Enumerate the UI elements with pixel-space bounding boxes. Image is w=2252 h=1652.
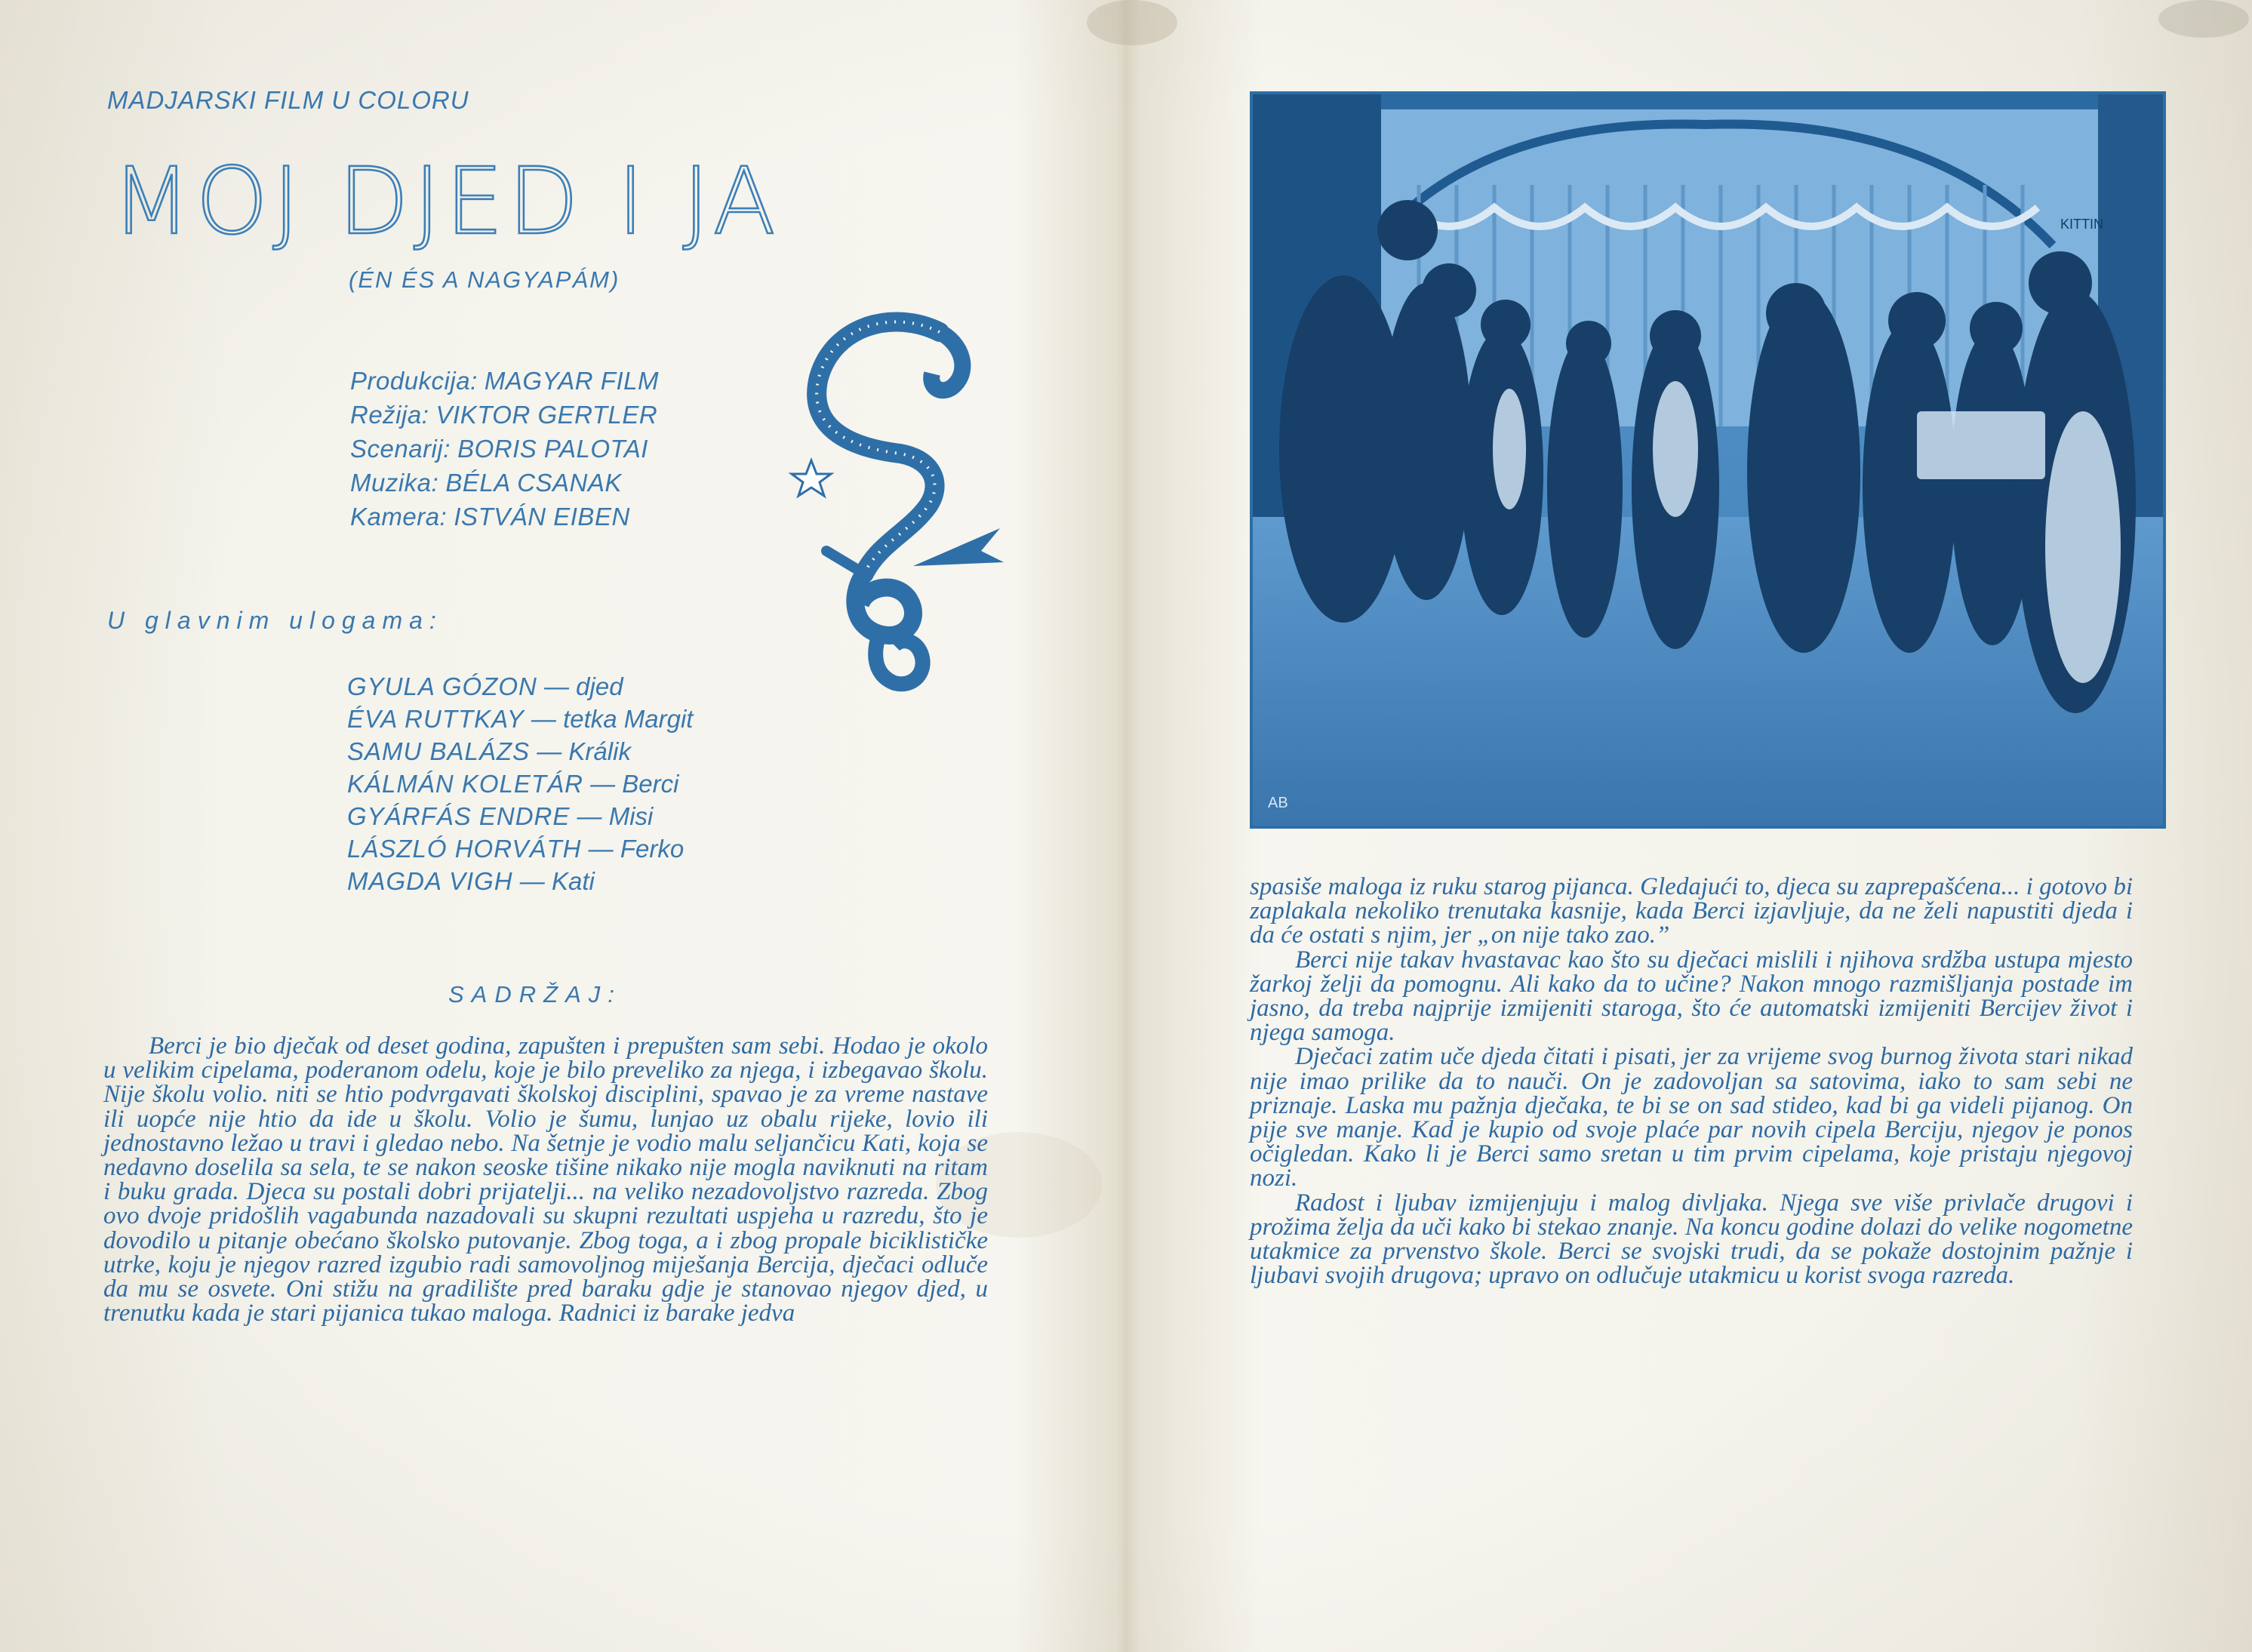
- cast-list: [347, 670, 693, 897]
- page-title: MOJ DJED I JA: [112, 148, 780, 255]
- cast-row: KÁLMÁN KOLETÁR — Berci: [347, 770, 679, 798]
- credit-role: Produkcija:: [350, 367, 478, 395]
- cast-row: LÁSZLÓ HORVÁTH — Ferko: [347, 835, 685, 863]
- summary-text-right: [1250, 873, 2133, 1290]
- credit-row: [350, 466, 659, 500]
- left-page: [0, 0, 1124, 1652]
- cast-row: MAGDA VIGH — Kati: [347, 867, 595, 895]
- photo-corner-mark: AB: [1268, 795, 1288, 811]
- cast-character: Ferko: [620, 835, 685, 863]
- credit-name: VIKTOR GERTLER: [435, 401, 658, 429]
- studio-ribbon-logo-icon: [781, 302, 1023, 694]
- cast-row: SAMU BALÁZS — Králik: [347, 737, 631, 765]
- credits-list: [350, 364, 659, 534]
- original-title: (ÉN ÉS A NAGYAPÁM): [349, 266, 620, 293]
- summary-paragraph: Dječaci zatim uče djeda čitati i pisati, jer za vrijeme svog burnog života stari nikad nije imao prilike da to nauči. On je zadovoljan sa satovima, iako to sam sebi ne priznaje. Laska mu pažnja dječaka, te bi se on sad stideo, kad bi ga videli pijanog. On pije sve manje. Kad je kupio od svoje plaće par novih cipela Berciju, njegov je ponos očigledan. Kako li je Berci samo sretan u tim prvim cipelama, koje pristaju njegovoj nozi.: [1250, 1043, 2133, 1192]
- credit-name: MAGYAR FILM: [484, 367, 659, 395]
- credit-role: Kamera:: [350, 503, 448, 531]
- cast-row: GYÁRFÁS ENDRE — Misi: [347, 802, 654, 830]
- cast-actor: SAMU BALÁZS: [347, 737, 531, 765]
- credit-name: BÉLA CSANAK: [445, 469, 622, 497]
- cast-actor: GYÁRFÁS ENDRE: [347, 802, 571, 830]
- credit-row: [350, 432, 659, 466]
- cast-character: tetka Margit: [563, 705, 694, 733]
- summary-text-left: [103, 1034, 988, 1325]
- cast-character: Kati: [551, 867, 595, 895]
- credit-row: [350, 398, 659, 432]
- cast-actor: GYULA GÓZON: [347, 672, 537, 700]
- film-type-subtitle: MADJARSKI FILM U COLORU: [107, 86, 469, 114]
- cast-character: Králik: [568, 737, 631, 765]
- credit-role: Muzika:: [350, 469, 439, 497]
- summary-paragraph: Radost i ljubav izmijenjuju i malog divljaka. Njega sve više privlače drugovi i prožima želja da uči kako bi stekao znanje. Na koncu godine dolazi do velike nogometne utakmice za prvenstvo škole. Berci se svojski trudi, da se pokaže dostojnim pažnje i ljubavi svojih drugova; upravo on odlučuje utakmicu u korist svoga razreda.: [1250, 1189, 2133, 1290]
- cast-actor: ÉVA RUTTKAY: [347, 705, 525, 733]
- film-still-photo: [1250, 91, 2166, 829]
- roles-heading: U glavnim ulogama:: [107, 607, 443, 634]
- credit-row: [350, 500, 659, 534]
- cast-character: Berci: [622, 770, 679, 798]
- cast-actor: KÁLMÁN KOLETÁR: [347, 770, 583, 798]
- cast-row: GYULA GÓZON — djed: [347, 672, 623, 700]
- summary-paragraph: spasiše maloga iz ruku starog pijanca. Gledajući to, djeca su zaprepašćena... i gotovo bi zaplakala nekoliko trenutaka kasnije, kada Berci izjavljuje, da ne želi napustiti djeda i da će ostati s njim, jer „on nije tako zao.”: [1250, 873, 2133, 949]
- credit-role: Scenarij:: [350, 435, 451, 463]
- credit-role: Režija:: [350, 401, 429, 429]
- cast-character: Misi: [608, 802, 654, 830]
- credit-name: ISTVÁN EIBEN: [454, 503, 630, 531]
- credit-name: BORIS PALOTAI: [457, 435, 648, 463]
- cast-row: ÉVA RUTTKAY — tetka Margit: [347, 705, 694, 733]
- summary-heading: SADRŽAJ:: [448, 981, 622, 1008]
- cast-actor: MAGDA VIGH: [347, 867, 513, 895]
- film-still-illustration: [1253, 94, 2163, 826]
- credit-row: [350, 364, 659, 398]
- summary-paragraph: Berci nije takav hvastavac kao što su dječaci mislili i njihova srdžba ustupa mjesto žarkoj želji da pomognu. Ali kako da to učine? Nakon mnogo razmišljanja postade im jasno, da treba najprije izmijeniti staroga, što će automatski izmijeniti Bercijev život i njega samoga.: [1250, 946, 2133, 1047]
- cast-actor: LÁSZLÓ HORVÁTH: [347, 835, 582, 863]
- photo-sign-text: KITTIN: [2060, 217, 2103, 232]
- cast-character: djed: [576, 672, 623, 700]
- summary-paragraph: Berci je bio dječak od deset godina, zapušten i prepušten sam sebi. Hodao je okolo u velikim cipelama, poderanom odelu, koje je bilo preveliko za njega, i izbegavao školu. Nije školu volio. niti se htio podvrgavati školskoj disciplini, spavao je za vreme nastave ili uopće nije htio da ide u školu. Volio je šumu, lunjao uz obalu rijeke, lovio ili jednostavno ležao u travi i gledao nebo. Na šetnje je vodio malu seljančicu Kati, koja se nedavno doselila sa sela, te se nakon seoske tišine nikako nije mogla naviknuti na ritam i buku grada. Djeca su postali dobri prijatelji... na veliko nezadovoljstvo razreda. Zbog ovo dvoje pridošlih vagabunda nazadovali su skupni rezultati uspjeha u razredu, što je dovodilo u pitanje obećano školsko putovanje. Zbog toga, a i zbog propale biciklističke utrke, koju je njegov razred izgubio radi samovoljnog miješanja Bercija, dječaci odluče da mu se osvete. Oni stižu na gradilište pred baraku gdje je stanovao njegov djed, u trenutku kada je stari pijanica tukao maloga. Radnici iz barake jedva: [103, 1032, 988, 1327]
